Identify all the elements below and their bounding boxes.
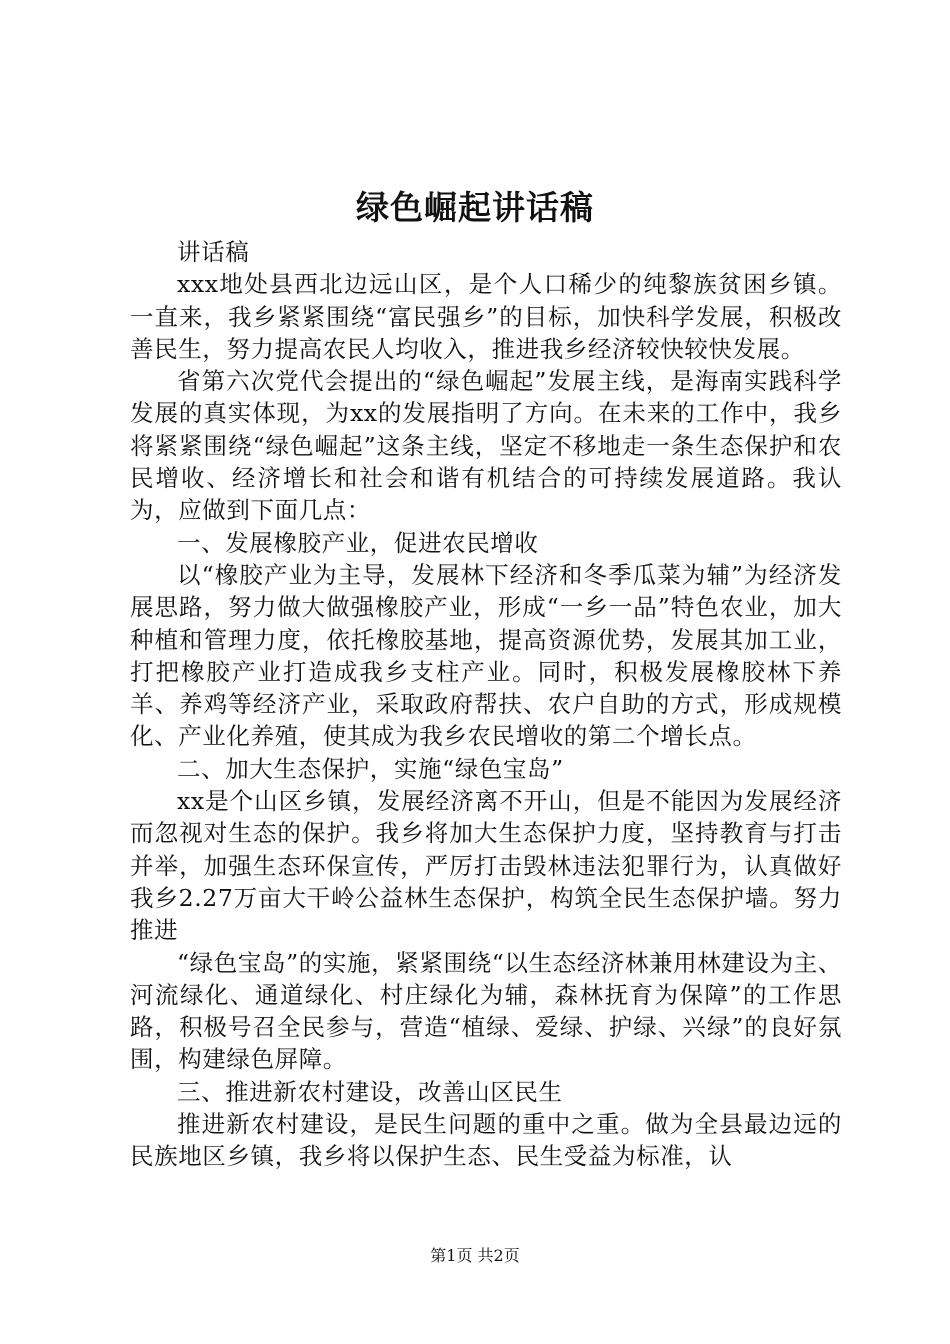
paragraph: 推进新农村建设，是民生问题的重中之重。做为全县最边远的民族地区乡镇，我乡将以保护生态、民生受益为标准，认 xyxy=(130,1110,842,1171)
page-footer: 第1页 共2页 xyxy=(430,1246,520,1265)
document-body xyxy=(130,236,842,1173)
paragraph: “绿色宝岛”的实施，紧紧围绕“以生态经济林兼用林建设为主、河流绿化、通道绿化、村庄绿化为辅，森林抚育为保障”的工作思路，积极号召全民参与，营造“植绿、爱绿、护绿、兴绿”的良好氛围，构建绿色屏障。 xyxy=(130,948,842,1074)
paragraph: 省第六次党代会提出的“绿色崛起”发展主线，是海南实践科学发展的真实体现，为xx的发展指明了方向。在未来的工作中，我乡将紧紧围绕“绿色崛起”这条主线，坚定不移地走一条生态保护和农民增收、经济增长和社会和谐有机结合的可持续发展道路。我认为，应做到下面几点： xyxy=(130,367,842,525)
section-heading: 一、发展橡胶产业，促进农民增收 xyxy=(177,528,539,557)
document-title: 绿色崛起讲话稿 xyxy=(356,188,594,227)
paragraph-subtitle: 讲话稿 xyxy=(177,238,250,266)
section-heading: 二、加大生态保护，实施“绿色宝岛” xyxy=(177,754,564,783)
paragraph: 以“橡胶产业为主导，发展林下经济和冬季瓜菜为辅”为经济发展思路，努力做大做强橡胶产业，形成“一乡一品”特色农业，加大种植和管理力度，依托橡胶基地，提高资源优势，发展其加工业，打把橡胶产业打造成我乡支柱产业。同时，积极发展橡胶林下养羊、养鸡等经济产业，采取政府帮扶、农户自助的方式，形成规模化、产业化养殖，使其成为我乡农民增收的第二个增长点。 xyxy=(130,560,842,751)
section-heading: 三、推进新农村建设，改善山区民生 xyxy=(177,1077,563,1106)
paragraph: xx是个山区乡镇，发展经济离不开山，但是不能因为发展经济而忽视对生态的保护。我乡将加大生态保护力度，坚持教育与打击并举，加强生态环保宣传，严厉打击毁林违法犯罪行为，认真做好我乡2.27万亩大干岭公益林生态保护，构筑全民生态保护墙。努力推进 xyxy=(130,787,842,945)
paragraph: xxx地处县西北边远山区，是个人口稀少的纯黎族贫困乡镇。一直来，我乡紧紧围绕“富民强乡”的目标，加快科学发展，积极改善民生，努力提高农民人均收入，推进我乡经济较快较快发展。 xyxy=(130,270,842,363)
